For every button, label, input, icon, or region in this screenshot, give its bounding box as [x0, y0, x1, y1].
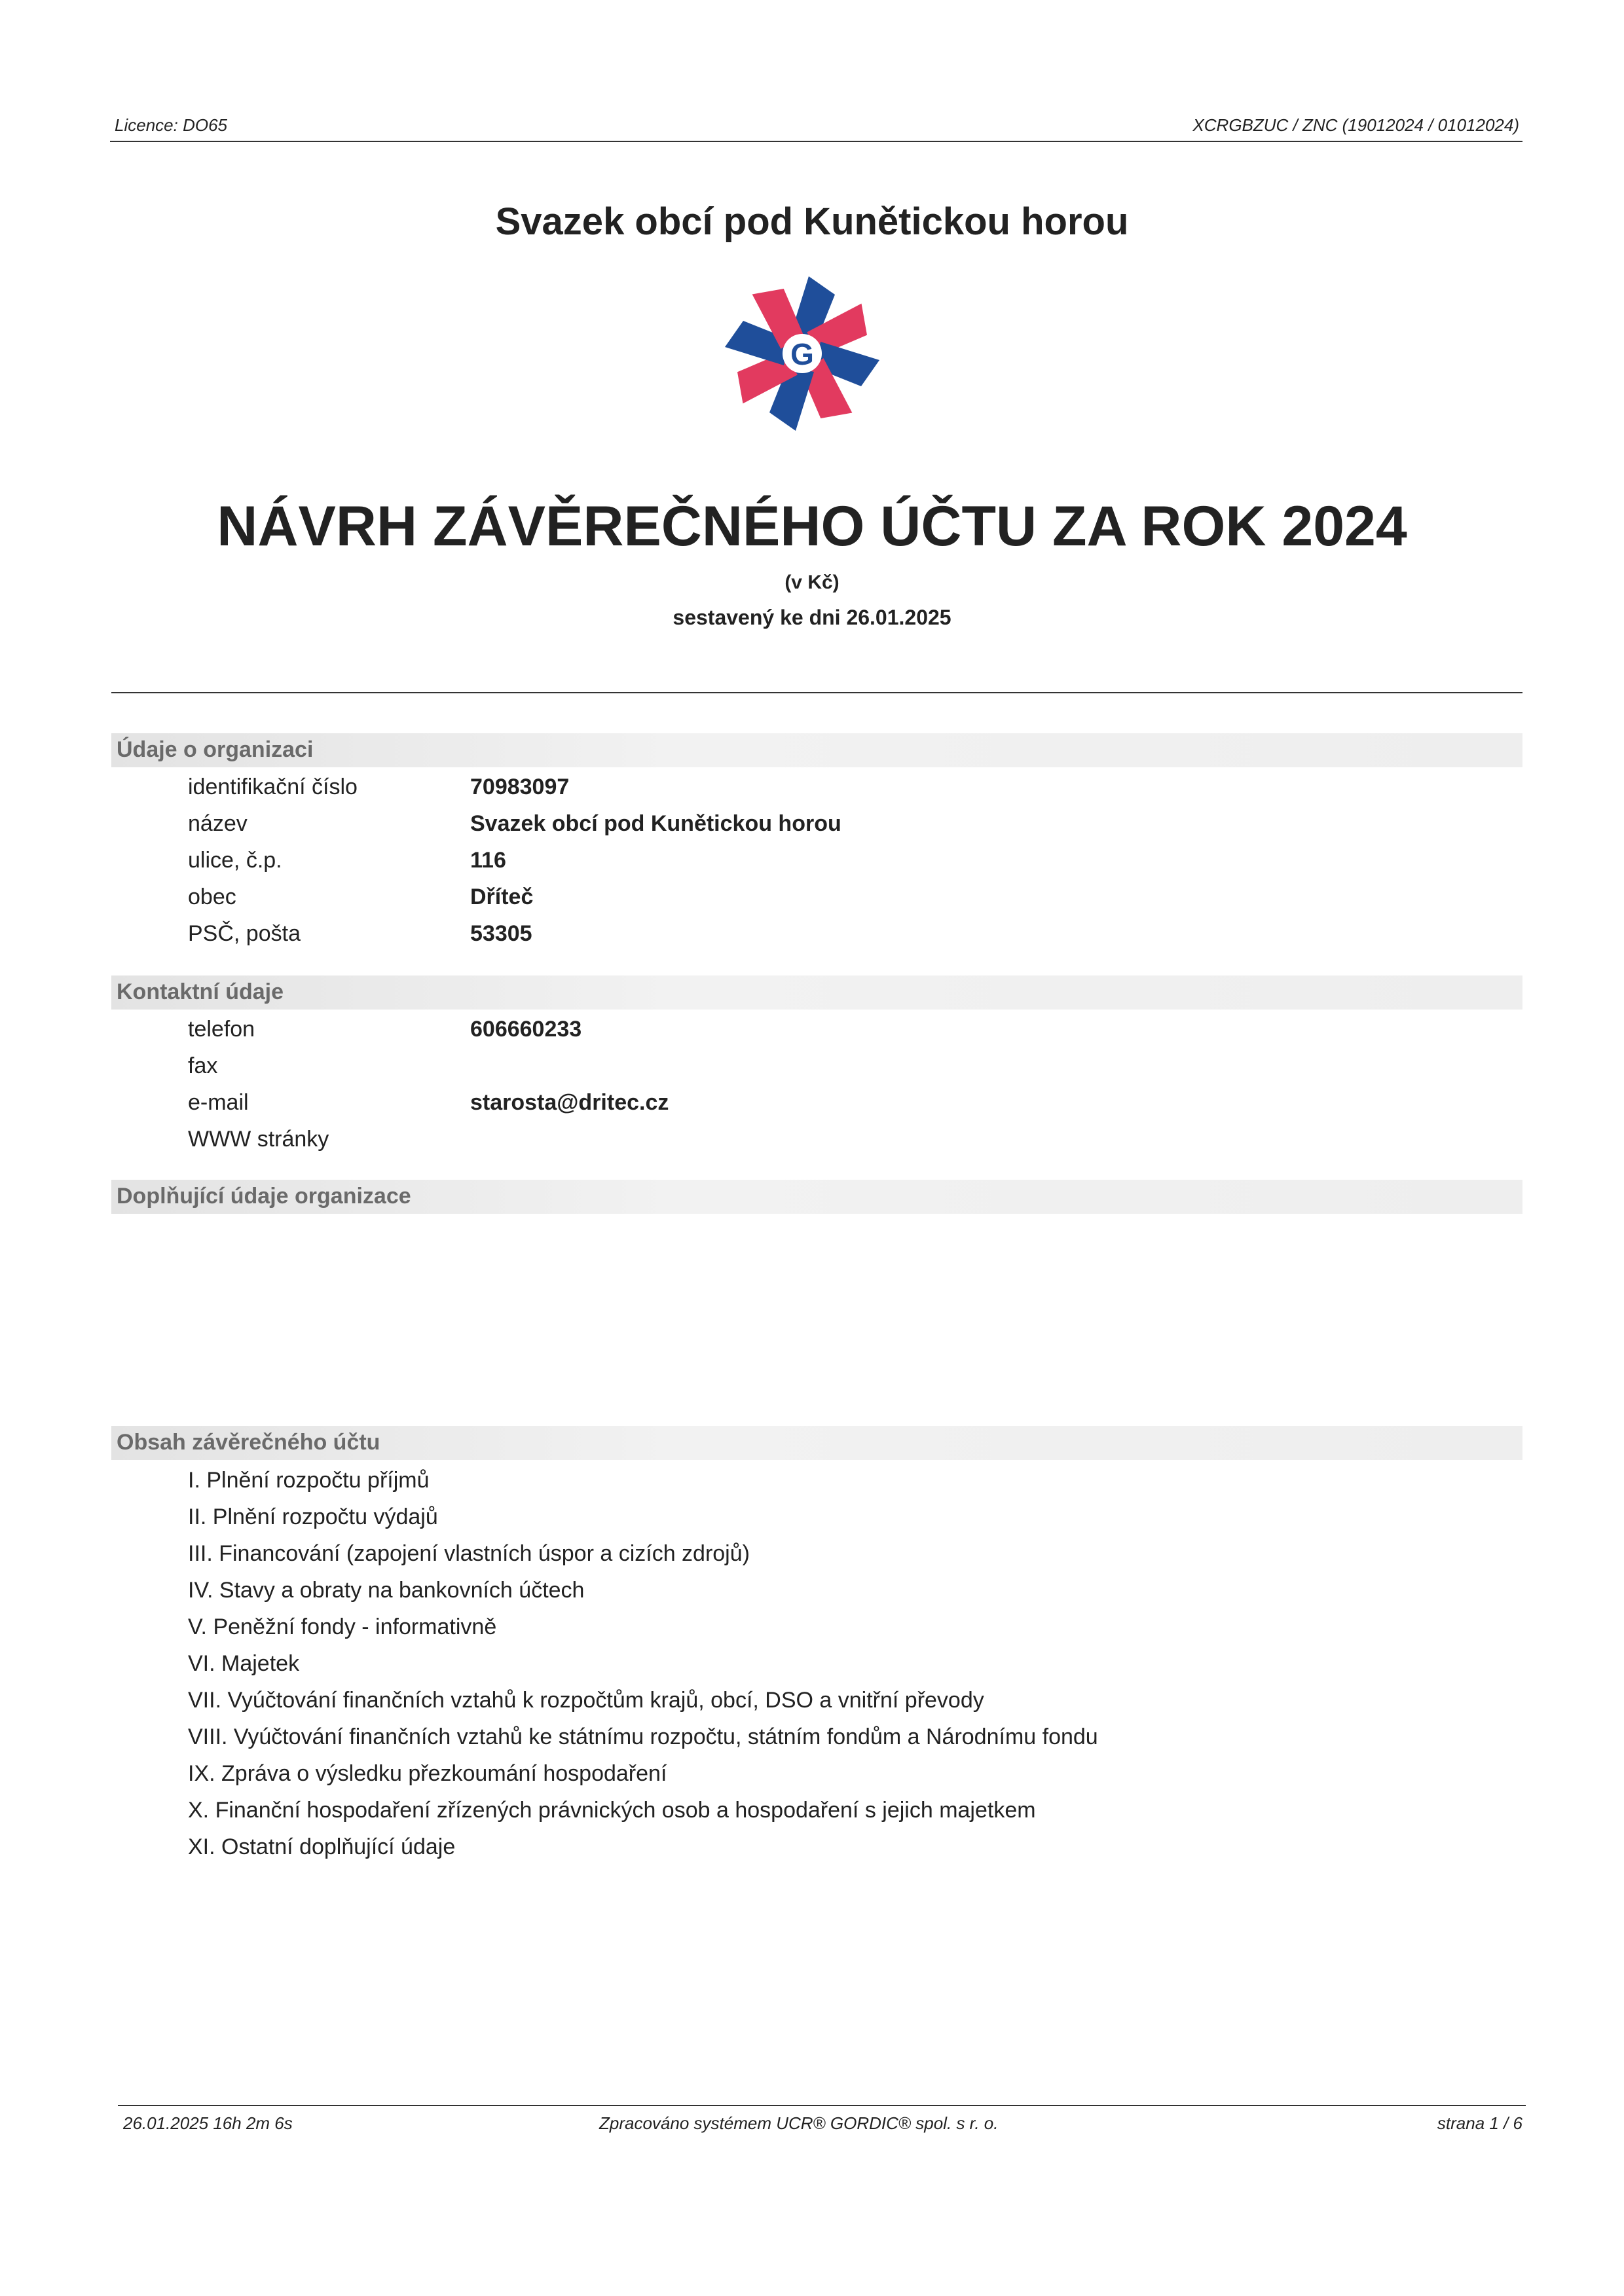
value-phone: 606660233 [470, 1017, 582, 1042]
contents-item: I. Plnění rozpočtu příjmů [188, 1468, 430, 1493]
value-ico: 70983097 [470, 774, 570, 799]
section-organization [111, 733, 1522, 767]
value-name: Svazek obcí pod Kunětickou horou [470, 811, 841, 836]
gordic-logo [717, 268, 887, 439]
document-title: NÁVRH ZÁVĚREČNÉHO ÚČTU ZA ROK 2024 [217, 495, 1407, 558]
section-title: Obsah závěrečného účtu [117, 1430, 380, 1455]
organization-title: Svazek obcí pod Kunětickou horou [495, 200, 1129, 243]
contents-item: XI. Ostatní doplňující údaje [188, 1834, 456, 1859]
value-street: 116 [470, 848, 506, 873]
label-email: e-mail [188, 1090, 249, 1115]
label-phone: telefon [188, 1017, 255, 1042]
label-city: obec [188, 884, 236, 909]
label-fax: fax [188, 1053, 218, 1078]
logo-letter: G [790, 337, 814, 371]
footer-processed: Zpracováno systémem UCR® GORDIC® spol. s r. o. [599, 2113, 999, 2133]
contents-item: IX. Zpráva o výsledku přezkoumání hospodaření [188, 1761, 667, 1786]
label-street: ulice, č.p. [188, 848, 282, 873]
section-title: Kontaktní údaje [117, 979, 284, 1004]
footer-divider [118, 2105, 1526, 2106]
value-city: Dříteč [470, 884, 534, 909]
contents-item: IV. Stavy a obraty na bankovních účtech [188, 1578, 585, 1603]
footer-page: strana 1 / 6 [1437, 2113, 1522, 2133]
section-contents [111, 1426, 1522, 1460]
section-contact [111, 975, 1522, 1010]
value-email: starosta@dritec.cz [470, 1090, 669, 1115]
label-ico: identifikační číslo [188, 774, 358, 799]
currency-unit: (v Kč) [784, 572, 840, 593]
contents-item: VIII. Vyúčtování finančních vztahů ke státnímu rozpočtu, státním fondům a Národnímu fondu [188, 1724, 1098, 1749]
contents-item: VI. Majetek [188, 1651, 300, 1676]
section-title: Údaje o organizaci [117, 737, 314, 762]
section-extra [111, 1180, 1522, 1214]
contents-item: II. Plnění rozpočtu výdajů [188, 1504, 438, 1529]
contents-item: III. Financování (zapojení vlastních úspor a cizích zdrojů) [188, 1541, 750, 1566]
label-name: název [188, 811, 248, 836]
compiled-date: sestavený ke dni 26.01.2025 [673, 606, 951, 629]
title-divider [111, 692, 1522, 693]
header-divider [110, 141, 1522, 142]
document-code: XCRGBZUC / ZNC (19012024 / 01012024) [1192, 115, 1519, 135]
value-postcode: 53305 [470, 921, 532, 946]
section-title: Doplňující údaje organizace [117, 1184, 411, 1209]
contents-item: VII. Vyúčtování finančních vztahů k rozpočtům krajů, obcí, DSO a vnitřní převody [188, 1688, 984, 1713]
label-www: WWW stránky [188, 1127, 329, 1152]
label-postcode: PSČ, pošta [188, 921, 301, 946]
contents-item: X. Finanční hospodaření zřízených právnických osob a hospodaření s jejich majetkem [188, 1798, 1036, 1823]
licence-label: Licence: DO65 [115, 115, 227, 135]
footer-timestamp: 26.01.2025 16h 2m 6s [123, 2113, 293, 2133]
contents-item: V. Peněžní fondy - informativně [188, 1614, 497, 1639]
